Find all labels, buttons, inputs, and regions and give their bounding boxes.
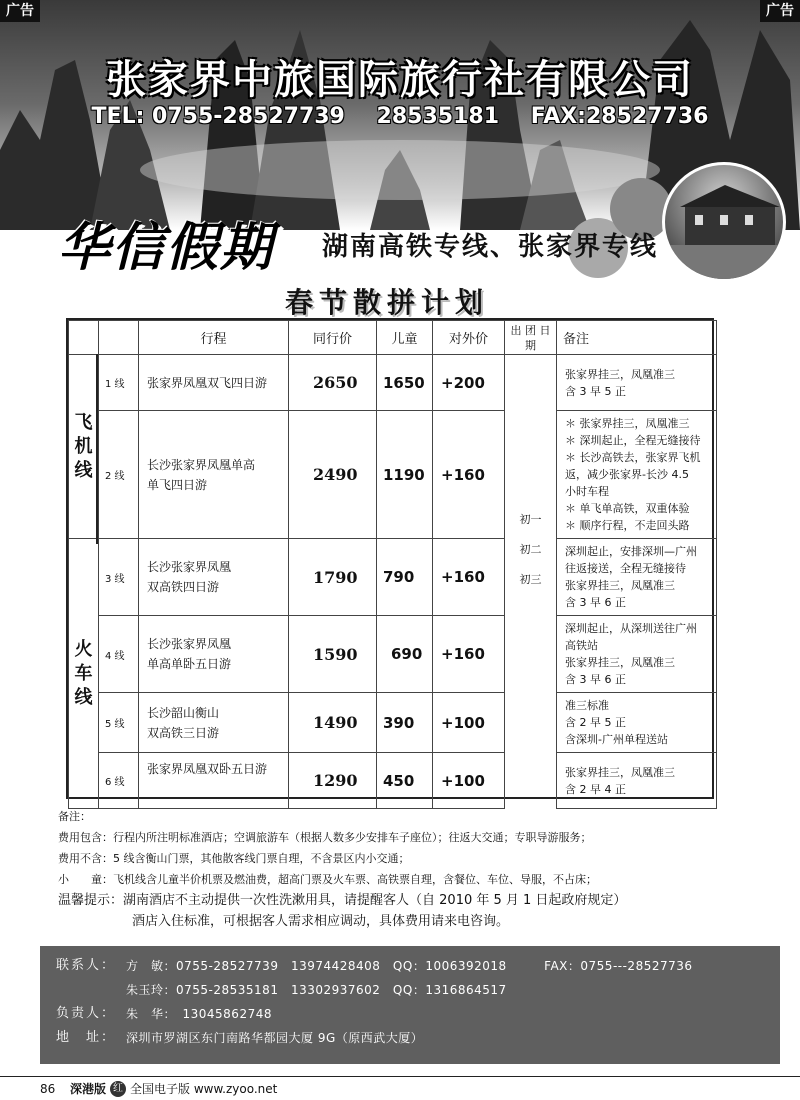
contact-row: 联系人： 方 敏：0755-28527739 13974428408 QQ：1006392018 FAX：0755---28527736: [56, 958, 693, 973]
fenghuang-photo: [662, 162, 786, 282]
category-air: 飞 机 线: [69, 355, 99, 539]
date-1: 初一: [519, 513, 542, 526]
warm-tip-2: 酒店入住标准，可根据客人需求相应调动，具体费用请来电咨询。: [132, 914, 510, 929]
line-number: 6 线: [99, 753, 139, 809]
site-link[interactable]: 全国电子版 www.zyoo.net: [130, 1081, 278, 1096]
public-markup: +100: [433, 753, 505, 809]
edition-label: 深港版: [70, 1081, 107, 1096]
line-number: 5 线: [99, 693, 139, 753]
ad-tag-left: 广告: [0, 0, 40, 22]
header-public-price: 对外价: [433, 321, 505, 355]
header-remarks: 备注: [557, 321, 717, 355]
remarks: 张家界挂三，凤凰准三 含 2 早 4 正: [557, 753, 717, 809]
itinerary: 张家界凤凰双卧五日游: [139, 753, 289, 809]
address-row: 地 址： 深圳市罗湖区东门南路华都园大厦 9G（原西武大厦）: [56, 1030, 424, 1045]
footnotes: [58, 806, 798, 932]
line-number: 2 线: [99, 411, 139, 539]
public-markup: +160: [433, 411, 505, 539]
table-row: [69, 355, 717, 411]
peer-price: 2650: [289, 355, 377, 411]
table-row: [69, 411, 717, 539]
town-photo-icon: [665, 165, 786, 282]
header-peer-price: 同行价: [289, 321, 377, 355]
date-3: 初三: [519, 573, 542, 586]
table-row: [69, 753, 717, 809]
itinerary: 长沙张家界凤凰 单高单卧五日游: [139, 616, 289, 693]
child-price: 1650: [377, 355, 433, 411]
table-row: [69, 616, 717, 693]
remarks: 准三标准 含 2 早 5 正 含深圳-广州单程送站: [557, 693, 717, 753]
departure-dates: [505, 355, 557, 809]
warm-tip: 温馨提示： 湖南酒店不主动提供一次性洗漱用具，请提醒客人（自 2010 年 5 月 1 日起政府规定）: [58, 893, 627, 908]
company-phones: [0, 104, 800, 129]
contact-box: [40, 946, 780, 1064]
remarks: ＊ 张家界挂三，凤凰准三 ＊ 深圳起止，全程无缝接待 ＊ 长沙高铁去，张家界飞机 返，减少张家界-长沙 4.5 小时车程 ＊ 单飞单高铁，双重体验 ＊ 顺序行程，不走回头路: [557, 411, 717, 539]
header-dates: 出 团 日 期: [505, 321, 557, 355]
child-price: 390: [377, 693, 433, 753]
line-number: 4 线: [99, 616, 139, 693]
itinerary: 张家界凤凰双飞四日游: [139, 355, 289, 411]
remarks: 深圳起止，安排深圳—广州 往返接送，全程无缝接待 张家界挂三，凤凰准三 含 3 早 6 正: [557, 539, 717, 616]
peer-price: 1590: [289, 616, 377, 693]
children-policy: 小 童： 飞机线含儿童半价机票及燃油费，超高门票及火车票、高铁票自理，含餐位、车位、导服，不占床；: [58, 873, 597, 886]
page-number: 86: [40, 1081, 56, 1096]
header-cell: [99, 321, 139, 355]
table-row: [69, 693, 717, 753]
tel-number: TEL: 0755-28527739: [91, 104, 345, 129]
page-footer: [0, 1076, 800, 1100]
brand-logo: 华信假期: [58, 218, 275, 278]
public-markup: +100: [433, 693, 505, 753]
manager-row: 负责人： 朱 华： 13045862748: [56, 1006, 272, 1021]
itinerary: 长沙张家界凤凰 双高铁四日游: [139, 539, 289, 616]
remarks: 深圳起止，从深圳送往广州 高铁站 张家界挂三，凤凰准三 含 3 早 6 正: [557, 616, 717, 693]
fax-number: FAX:28527736: [530, 104, 709, 129]
remarks: 张家界挂三，凤凰准三 含 3 早 5 正: [557, 355, 717, 411]
itinerary: 长沙韶山衡山 双高铁三日游: [139, 693, 289, 753]
cost-excluded: 费用不含： 5 线含衡山门票，其他散客线门票自理，不含景区内小交通；: [58, 852, 410, 865]
ad-tag-right: 广告: [760, 0, 800, 22]
child-price: 790: [377, 539, 433, 616]
date-2: 初二: [519, 543, 542, 556]
line-number: 1 线: [99, 355, 139, 411]
edition-badge-icon: 红: [110, 1081, 126, 1097]
header-child: 儿童: [377, 321, 433, 355]
child-price: 450: [377, 753, 433, 809]
table-row: [69, 539, 717, 616]
notes-heading: 备注：: [58, 810, 91, 823]
company-name: 张家界中旅国际旅行社有限公司: [106, 57, 694, 103]
child-price: 1190: [377, 411, 433, 539]
peer-price: 1490: [289, 693, 377, 753]
line-number: 3 线: [99, 539, 139, 616]
public-markup: +160: [433, 616, 505, 693]
tel-number-2: 28535181: [376, 104, 500, 129]
peer-price: 2490: [289, 411, 377, 539]
public-markup: +160: [433, 539, 505, 616]
tour-table: [66, 318, 714, 799]
header-cell: [69, 321, 99, 355]
category-train: 火 车 线: [69, 539, 99, 809]
contact-row: 朱玉玲：0755-28535181 13302937602 QQ：1316864517: [126, 983, 507, 997]
peer-price: 1290: [289, 753, 377, 809]
itinerary: 长沙张家界凤凰单高 单飞四日游: [139, 411, 289, 539]
route-title: 湖南高铁专线、张家界专线: [322, 232, 659, 262]
header-itinerary: 行程: [139, 321, 289, 355]
public-markup: +200: [433, 355, 505, 411]
child-price: 690: [377, 616, 433, 693]
peer-price: 1790: [289, 539, 377, 616]
plan-title: 春节散拼计划: [284, 286, 489, 319]
cost-included: 费用包含： 行程内所注明标准酒店；空调旅游车（根据人数多少安排车子座位）；往返大交通；专职导游服务；: [58, 831, 592, 844]
table-header-row: [69, 321, 717, 355]
